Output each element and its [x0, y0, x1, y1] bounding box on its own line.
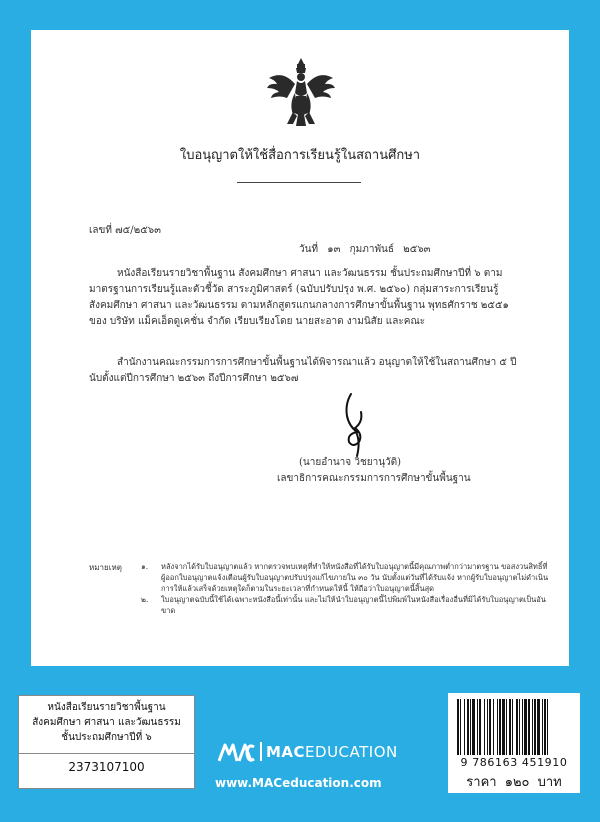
- mac-logo-icon: [218, 742, 256, 762]
- isbn-barcode: [456, 699, 572, 755]
- notes-label: หมายเหตุ: [89, 563, 122, 572]
- signer-title: เลขาธิการคณะกรรมการการศึกษาขั้นพื้นฐาน: [277, 473, 471, 484]
- note-number: ๒.: [141, 595, 149, 604]
- note-number: ๑.: [141, 562, 149, 571]
- isbn-number: 9 786163 451910: [460, 756, 568, 769]
- date-value: ๑๓ กุมภาพันธ์ ๒๕๖๓: [327, 244, 431, 255]
- brand-separator: [260, 742, 262, 761]
- book-title: [19, 696, 194, 753]
- garuda-emblem-icon: [267, 56, 335, 128]
- publisher-name-light: EDUCATION: [305, 743, 398, 761]
- book-title-line: ชั้นประถมศึกษาปีที่ ๖: [61, 732, 152, 743]
- license-paragraph-1: หนังสือเรียนรายวิชาพื้นฐาน สังคมศึกษา ศาสนา และวัฒนธรรม ชั้นประถมศึกษาปีที่ ๖ ตามมาตรฐานการเรียนรู้และตัวชี้วัด สาระภูมิศาสตร์ (ฉบับปรับปรุง พ.ศ. ๒๕๖๐) กลุ่มสาระการเรียนรู้สังคมศึกษา ศาสนา และวัฒนธรรม ตามหลักสูตรแกนกลางการศึกษาขั้นพื้นฐาน พุทธศักราช ๒๕๕๑ ของ บริษัท แม็คเอ็ดดูเคชั่น จำกัด เรียบเรียงโดย นายสะอาด งามนิสัย และคณะ: [89, 268, 509, 327]
- document-title: ใบอนุญาตให้ใช้สื่อการเรียนรู้ในสถานศึกษา: [179, 148, 421, 163]
- date-label: วันที่: [299, 244, 319, 255]
- handwritten-signature: [333, 390, 377, 460]
- note-text: หลังจากได้รับใบอนุญาตแล้ว หากตรวจพบเหตุที่ทำให้หนังสือที่ได้รับใบอนุญาตนี้มีคุณภาพต่ำกว่ามาตรฐาน ขอสงวนสิทธิ์ที่ผู้ออกใบอนุญาตแจ้งเตือนผู้รับใบอนุญาตปรับปรุงแก้ไขภายใน ๓๐ วัน นับตั้งแต่วันที่ได้รับแจ้ง หากผู้รับใบอนุญาตไม่ดำเนินการให้แล้วเสร็จด้วยเหตุใดก็ตามในระยะเวลาที่กำหนดให้นี้ ให้ถือว่าใบอนุญาตนี้สิ้นสุด: [161, 562, 549, 593]
- book-code: 2373107100: [19, 753, 194, 774]
- reference-number: เลขที่ ๗๕/๒๕๖๓: [89, 225, 161, 236]
- note-item: [141, 594, 551, 616]
- publisher-brand: [218, 740, 398, 764]
- notes-list: [141, 561, 551, 616]
- note-text: ใบอนุญาตฉบับนี้ใช้ได้เฉพาะหนังสือนี้เท่านั้น และไม่ให้นำใบอนุญาตนี้ไปพิมพ์ในหนังสือเรื่องอื่นที่มิได้รับใบอนุญาตเป็นอันขาด: [161, 595, 546, 615]
- date-line: [299, 242, 431, 257]
- publisher-name-bold: MAC: [266, 743, 306, 761]
- publisher-website[interactable]: www.MACeducation.com: [215, 776, 382, 790]
- title-underline: [237, 182, 361, 183]
- publisher-name: [266, 743, 398, 761]
- license-paragraph-2: สำนักงานคณะกรรมการการศึกษาขั้นพื้นฐานได้พิจารณาแล้ว อนุญาตให้ใช้ในสถานศึกษา ๕ ปี นับตั้งแต่ปีการศึกษา ๒๕๖๓ ถึงปีการศึกษา ๒๕๖๗: [89, 357, 517, 384]
- note-item: [141, 561, 551, 594]
- signer-name: (นายอำนาจ วิชยานุวัติ): [299, 457, 402, 468]
- book-title-line: สังคมศึกษา ศาสนา และวัฒนธรรม: [32, 717, 181, 728]
- barcode-box: [448, 693, 580, 793]
- book-info-box: [18, 695, 195, 789]
- book-title-line: หนังสือเรียนรายวิชาพื้นฐาน: [47, 702, 166, 713]
- license-document: [31, 30, 569, 666]
- price-label: ราคา ๑๒๐ บาท: [466, 775, 562, 790]
